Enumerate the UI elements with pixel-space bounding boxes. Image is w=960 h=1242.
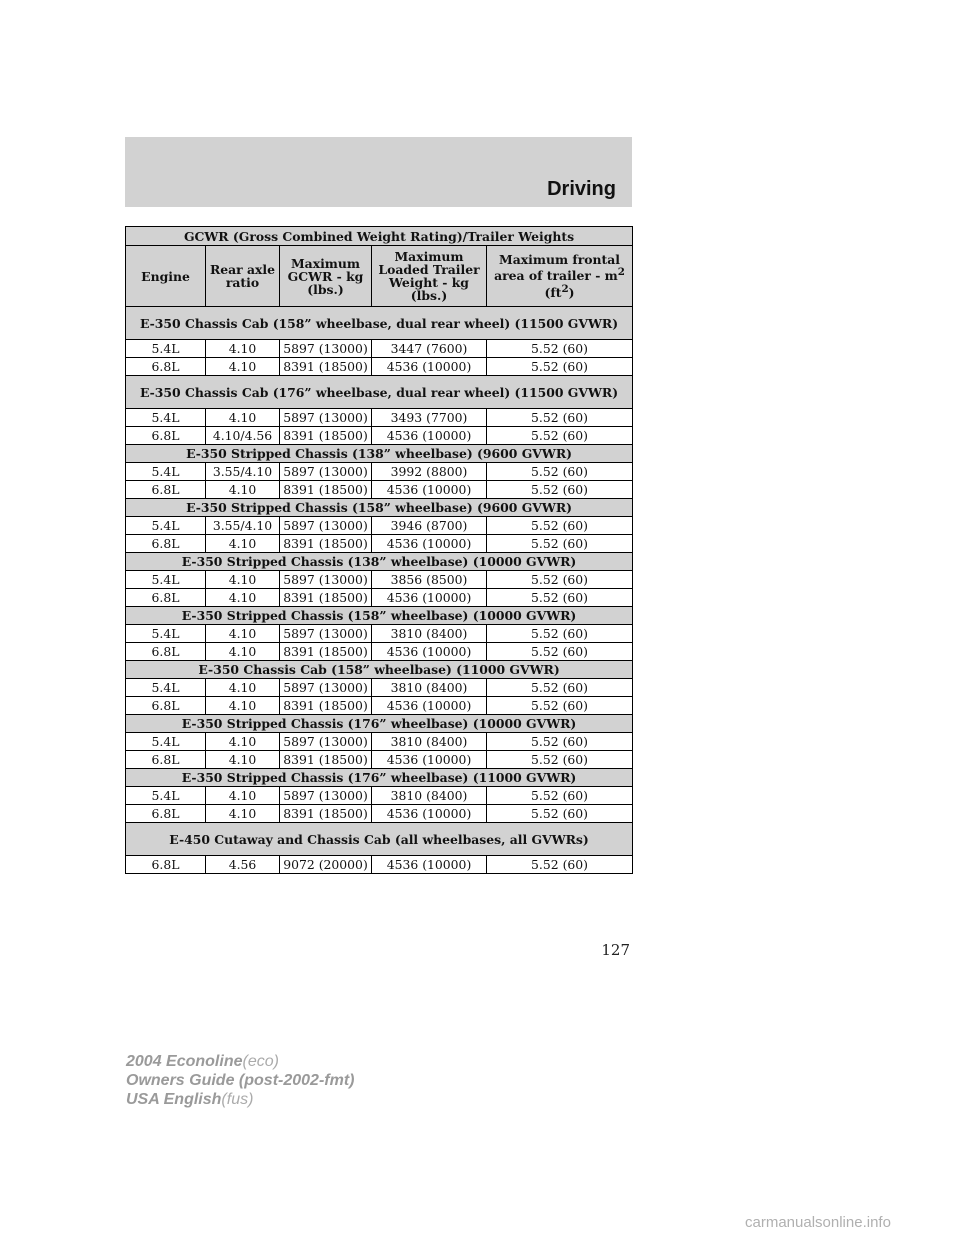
cell-max-gcwr: 8391 (18500): [280, 358, 372, 376]
table-row: [126, 409, 633, 427]
table-row: [126, 358, 633, 376]
cell-max-gcwr: 5897 (13000): [280, 571, 372, 589]
group-heading: E-350 Stripped Chassis (176” wheelbase) (11000 GVWR): [126, 769, 633, 787]
cell-max-frontal-area: 5.52 (60): [487, 358, 633, 376]
cell-rear-axle-ratio: 4.10: [206, 571, 280, 589]
cell-max-frontal-area: 5.52 (60): [487, 589, 633, 607]
cell-max-trailer-weight: 4536 (10000): [372, 481, 487, 499]
cell-rear-axle-ratio: 3.55/4.10: [206, 517, 280, 535]
table-row: [126, 733, 633, 751]
table-row: [126, 427, 633, 445]
cell-max-gcwr: 8391 (18500): [280, 751, 372, 769]
cell-max-trailer-weight: 3810 (8400): [372, 679, 487, 697]
cell-engine: 5.4L: [126, 463, 206, 481]
table-row: [126, 697, 633, 715]
cell-max-frontal-area: 5.52 (60): [487, 340, 633, 358]
group-heading: E-350 Chassis Cab (158” wheelbase) (11000 GVWR): [126, 661, 633, 679]
cell-max-trailer-weight: 3856 (8500): [372, 571, 487, 589]
cell-max-gcwr: 8391 (18500): [280, 427, 372, 445]
table-row: [126, 751, 633, 769]
cell-engine: 6.8L: [126, 751, 206, 769]
cell-engine: 5.4L: [126, 517, 206, 535]
document-footer: [126, 1052, 354, 1109]
cell-max-trailer-weight: 3992 (8800): [372, 463, 487, 481]
cell-rear-axle-ratio: 4.10: [206, 481, 280, 499]
cell-max-frontal-area: 5.52 (60): [487, 679, 633, 697]
cell-max-frontal-area: 5.52 (60): [487, 427, 633, 445]
cell-rear-axle-ratio: 4.10: [206, 625, 280, 643]
cell-rear-axle-ratio: 4.10: [206, 679, 280, 697]
cell-engine: 6.8L: [126, 643, 206, 661]
cell-max-gcwr: 5897 (13000): [280, 463, 372, 481]
cell-max-gcwr: 5897 (13000): [280, 625, 372, 643]
table-row: [126, 679, 633, 697]
table-title: GCWR (Gross Combined Weight Rating)/Trailer Weights: [126, 227, 633, 246]
group-heading: E-350 Stripped Chassis (158” wheelbase) (10000 GVWR): [126, 607, 633, 625]
table-row: [126, 805, 633, 823]
footer-line-1: [126, 1052, 354, 1071]
table-row: [126, 787, 633, 805]
cell-max-trailer-weight: 3447 (7600): [372, 340, 487, 358]
cell-max-frontal-area: 5.52 (60): [487, 535, 633, 553]
cell-max-frontal-area: 5.52 (60): [487, 571, 633, 589]
group-heading: E-350 Stripped Chassis (138” wheelbase) (9600 GVWR): [126, 445, 633, 463]
cell-max-frontal-area: 5.52 (60): [487, 787, 633, 805]
section-title: Driving: [547, 178, 616, 200]
table-row: [126, 517, 633, 535]
group-heading: E-350 Stripped Chassis (158” wheelbase) (9600 GVWR): [126, 499, 633, 517]
cell-max-trailer-weight: 3810 (8400): [372, 625, 487, 643]
table-row: [126, 643, 633, 661]
cell-max-frontal-area: 5.52 (60): [487, 733, 633, 751]
group-heading: E-450 Cutaway and Chassis Cab (all wheelbases, all GVWRs): [126, 823, 633, 856]
cell-engine: 6.8L: [126, 358, 206, 376]
group-heading-row: [126, 715, 633, 733]
table-row: [126, 571, 633, 589]
footer-line-2: [126, 1071, 354, 1090]
frontal-area-label: Maximum frontal area of trailer - m: [494, 252, 621, 284]
cell-max-trailer-weight: 4536 (10000): [372, 751, 487, 769]
gcwr-trailer-weights-table: [125, 226, 633, 874]
table-row: [126, 535, 633, 553]
group-heading-row: [126, 445, 633, 463]
cell-max-frontal-area: 5.52 (60): [487, 463, 633, 481]
cell-rear-axle-ratio: 4.10: [206, 358, 280, 376]
section-header-band: [125, 137, 632, 207]
cell-max-frontal-area: 5.52 (60): [487, 697, 633, 715]
footer-model-code: (eco): [242, 1053, 279, 1070]
group-heading-row: [126, 769, 633, 787]
group-heading-row: [126, 499, 633, 517]
column-header-engine: Engine: [126, 246, 206, 307]
cell-max-gcwr: 5897 (13000): [280, 787, 372, 805]
cell-max-trailer-weight: 3946 (8700): [372, 517, 487, 535]
cell-engine: 6.8L: [126, 697, 206, 715]
page-number: 127: [601, 941, 630, 959]
superscript-2: 2: [617, 266, 625, 279]
cell-engine: 6.8L: [126, 805, 206, 823]
group-heading-row: [126, 307, 633, 340]
cell-rear-axle-ratio: 4.10: [206, 805, 280, 823]
footer-line-3: [126, 1090, 354, 1109]
cell-max-trailer-weight: 4536 (10000): [372, 697, 487, 715]
group-heading-row: [126, 661, 633, 679]
cell-rear-axle-ratio: 4.10: [206, 589, 280, 607]
cell-max-trailer-weight: 4536 (10000): [372, 358, 487, 376]
cell-engine: 5.4L: [126, 733, 206, 751]
column-header-max-trailer-weight: Maximum Loaded Trailer Weight - kg (lbs.): [372, 246, 487, 307]
cell-max-frontal-area: 5.52 (60): [487, 517, 633, 535]
cell-max-frontal-area: 5.52 (60): [487, 751, 633, 769]
footer-model: 2004 Econoline: [126, 1053, 243, 1070]
cell-engine: 5.4L: [126, 340, 206, 358]
cell-max-gcwr: 5897 (13000): [280, 409, 372, 427]
cell-max-gcwr: 8391 (18500): [280, 535, 372, 553]
cell-rear-axle-ratio: 4.10: [206, 787, 280, 805]
cell-engine: 5.4L: [126, 571, 206, 589]
cell-max-frontal-area: 5.52 (60): [487, 409, 633, 427]
table-row: [126, 481, 633, 499]
cell-max-trailer-weight: 4536 (10000): [372, 535, 487, 553]
footer-language-code: (fus): [221, 1091, 254, 1108]
footer-guide: Owners Guide (post-2002-fmt): [126, 1072, 355, 1089]
group-heading-row: [126, 607, 633, 625]
cell-max-gcwr: 8391 (18500): [280, 481, 372, 499]
group-heading: E-350 Stripped Chassis (138” wheelbase) (10000 GVWR): [126, 553, 633, 571]
cell-max-trailer-weight: 4536 (10000): [372, 589, 487, 607]
cell-engine: 6.8L: [126, 427, 206, 445]
group-heading-row: [126, 823, 633, 856]
frontal-area-close-paren: ): [568, 284, 575, 300]
group-heading-row: [126, 553, 633, 571]
cell-max-gcwr: 8391 (18500): [280, 805, 372, 823]
column-header-max-gcwr: Maximum GCWR - kg (lbs.): [280, 246, 372, 307]
cell-engine: 5.4L: [126, 625, 206, 643]
cell-rear-axle-ratio: 4.10: [206, 733, 280, 751]
cell-engine: 6.8L: [126, 589, 206, 607]
cell-max-gcwr: 5897 (13000): [280, 517, 372, 535]
group-heading: E-350 Chassis Cab (176” wheelbase, dual rear wheel) (11500 GVWR): [126, 376, 633, 409]
cell-max-frontal-area: 5.52 (60): [487, 856, 633, 874]
cell-rear-axle-ratio: 4.10: [206, 643, 280, 661]
cell-max-trailer-weight: 4536 (10000): [372, 427, 487, 445]
table-body: [126, 307, 633, 874]
cell-max-gcwr: 5897 (13000): [280, 733, 372, 751]
column-header-max-frontal-area: [487, 246, 633, 307]
cell-max-trailer-weight: 3810 (8400): [372, 787, 487, 805]
group-heading: E-350 Stripped Chassis (176” wheelbase) (10000 GVWR): [126, 715, 633, 733]
column-header-rear-axle-ratio: Rear axle ratio: [206, 246, 280, 307]
group-heading-row: [126, 376, 633, 409]
cell-rear-axle-ratio: 4.10: [206, 697, 280, 715]
site-watermark: carmanualsonline.info: [745, 1214, 891, 1231]
cell-engine: 6.8L: [126, 535, 206, 553]
cell-rear-axle-ratio: 4.10: [206, 409, 280, 427]
cell-max-gcwr: 5897 (13000): [280, 679, 372, 697]
cell-rear-axle-ratio: 4.10: [206, 751, 280, 769]
cell-engine: 6.8L: [126, 856, 206, 874]
cell-rear-axle-ratio: 4.10: [206, 340, 280, 358]
cell-max-trailer-weight: 3810 (8400): [372, 733, 487, 751]
cell-max-trailer-weight: 4536 (10000): [372, 805, 487, 823]
cell-max-gcwr: 8391 (18500): [280, 589, 372, 607]
superscript-2: 2: [561, 282, 569, 295]
cell-max-frontal-area: 5.52 (60): [487, 805, 633, 823]
cell-rear-axle-ratio: 4.10: [206, 535, 280, 553]
cell-engine: 5.4L: [126, 409, 206, 427]
frontal-area-ft-label: (ft: [544, 284, 562, 300]
cell-max-gcwr: 8391 (18500): [280, 643, 372, 661]
table-title-row: [126, 227, 633, 246]
group-heading: E-350 Chassis Cab (158” wheelbase, dual rear wheel) (11500 GVWR): [126, 307, 633, 340]
footer-language: USA English: [126, 1091, 222, 1108]
cell-max-gcwr: 5897 (13000): [280, 340, 372, 358]
table-row: [126, 589, 633, 607]
table-row: [126, 463, 633, 481]
cell-engine: 5.4L: [126, 679, 206, 697]
cell-engine: 5.4L: [126, 787, 206, 805]
column-header-row: [126, 246, 633, 307]
table-row: [126, 625, 633, 643]
cell-max-trailer-weight: 3493 (7700): [372, 409, 487, 427]
cell-rear-axle-ratio: 4.10/4.56: [206, 427, 280, 445]
cell-max-trailer-weight: 4536 (10000): [372, 856, 487, 874]
cell-max-frontal-area: 5.52 (60): [487, 643, 633, 661]
cell-max-gcwr: 9072 (20000): [280, 856, 372, 874]
cell-rear-axle-ratio: 4.56: [206, 856, 280, 874]
cell-max-frontal-area: 5.52 (60): [487, 625, 633, 643]
cell-engine: 6.8L: [126, 481, 206, 499]
cell-rear-axle-ratio: 3.55/4.10: [206, 463, 280, 481]
cell-max-gcwr: 8391 (18500): [280, 697, 372, 715]
cell-max-trailer-weight: 4536 (10000): [372, 643, 487, 661]
table-row: [126, 856, 633, 874]
table-row: [126, 340, 633, 358]
cell-max-frontal-area: 5.52 (60): [487, 481, 633, 499]
